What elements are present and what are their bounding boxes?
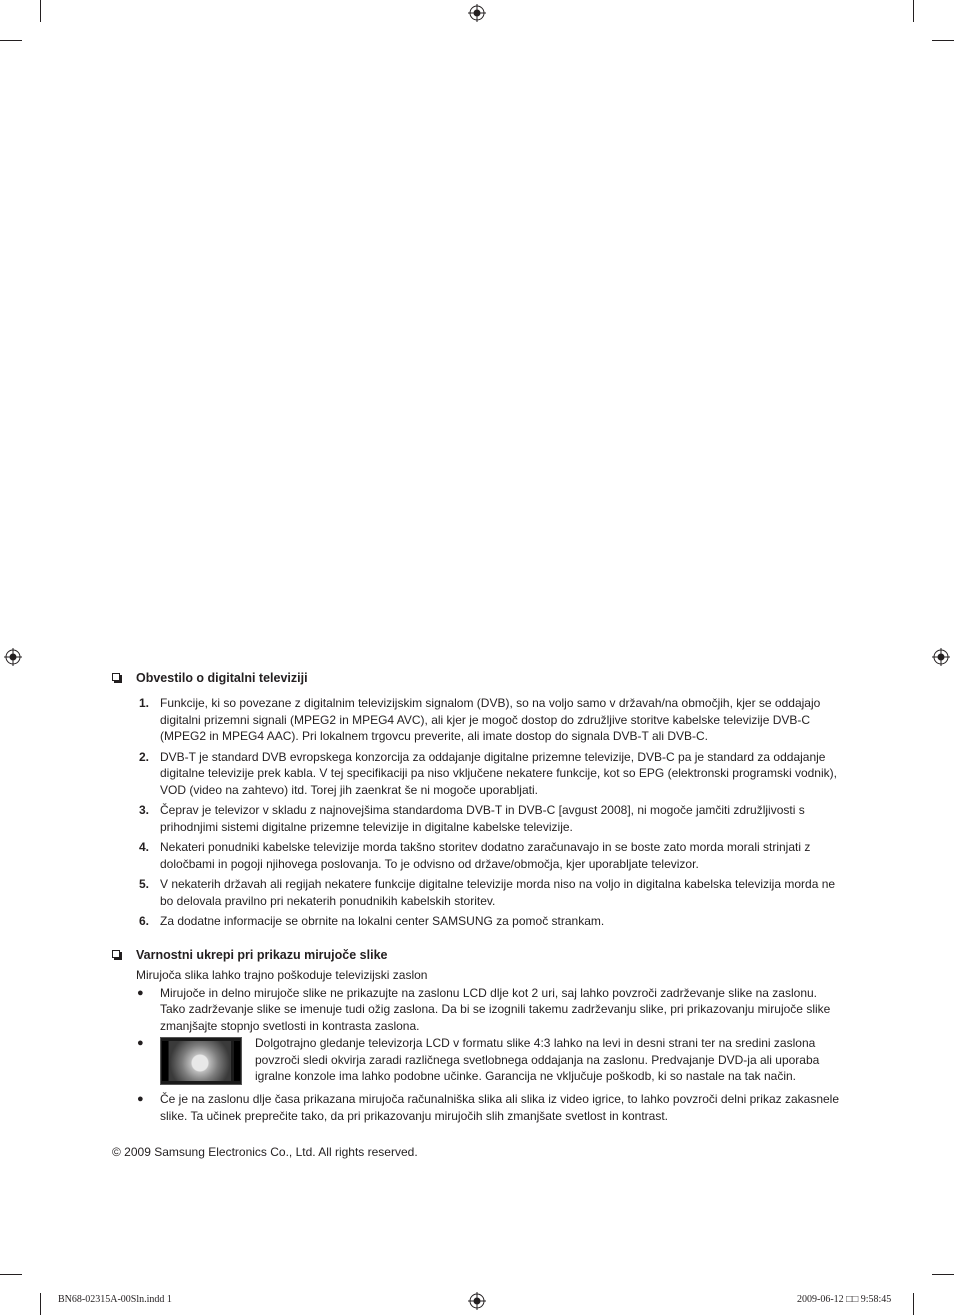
- list-item: [112, 839, 844, 872]
- registration-mark-icon: [4, 648, 22, 666]
- crop-mark: [913, 1293, 914, 1315]
- list-item: [112, 749, 844, 799]
- section-title: Varnostni ukrepi pri prikazu mirujoče slike: [136, 948, 388, 962]
- item-text: DVB-T je standard DVB evropskega konzorcija za oddajanje digitalne prizemne televizije, DVB-C pa je standard za oddajanje digitalne televizije prek kabla. V tej specifikaciji pa niso vključene nekatere funkcije, kot so EPG (elektronski programski vodnik), VOD (video na zahtevo) itd. Torej jih zaenkrat še ni mogoče uporabljati.: [160, 749, 837, 797]
- section-title: Obvestilo o digitalni televiziji: [136, 671, 308, 685]
- item-number: 6.: [139, 914, 150, 928]
- registration-mark-icon: [468, 4, 486, 22]
- copyright-notice: © 2009 Samsung Electronics Co., Ltd. All rights reserved.: [112, 1145, 418, 1159]
- section-still-image-precautions: [112, 946, 844, 1124]
- black-bar-left: [162, 1041, 168, 1081]
- list-item: [112, 1091, 844, 1124]
- footer-timestamp: 2009-06-12 □□ 9:58:45: [797, 1294, 892, 1305]
- item-text: Čeprav je televizor v skladu z najnovejšima standardoma DVB-T in DVB-C [avgust 2008], ni mogoče jamčiti združljivosti s prihodnjimi sistemi digitalne prizemne televizije in digitalne kabelske televizije.: [160, 803, 805, 834]
- crop-mark: [40, 0, 41, 22]
- list-item: [112, 802, 844, 835]
- item-text: Če je na zaslonu dlje časa prikazana mirujoča računalniška slika ali slika iz video igrice, to lahko povzroči delni prikaz zakasnele slike. Ta učinek preprečite tako, da pri prikazovanju mirujočih slih zmanjšate svetlost in kontrast.: [160, 1092, 840, 1123]
- crop-mark: [0, 40, 22, 41]
- item-number: 4.: [139, 840, 150, 854]
- registration-mark-icon: [932, 648, 950, 666]
- tv-4-3-image: [160, 1037, 242, 1085]
- flower-screen-image: [169, 1041, 231, 1081]
- crop-mark: [932, 1274, 954, 1275]
- footer-filename: BN68-02315A-00Sln.indd 1: [58, 1294, 172, 1305]
- item-text: Dolgotrajno gledanje televizorja LCD v formatu slike 4:3 lahko na levi in desni strani ter na sredini zaslona povzroči sledi okvirja zaradi različnega svetlobnega oddajanja na zaslonu. Predvajanje DVD-ja ali uporaba igralne konzole ima lahko podobne učinke. Garancija ne vključuje poškodb, ki so nastale na tak način.: [255, 1036, 820, 1083]
- item-number: 5.: [139, 877, 150, 891]
- item-text: Mirujoče in delno mirujoče slike ne prikazujte na zaslonu LCD dlje kot 2 uri, saj lahko povzroči zadrževanje slike na zaslonu. Tako zadrževanje slike se imenuje tudi ožig zaslona. Da bi se izognili takemu zadrževanju slike, pri prikazovanju mirujoče slike zmanjšajte stopnjo svetlosti in kontrasta zaslona.: [160, 985, 831, 1033]
- section-heading: [112, 669, 844, 687]
- crop-mark: [40, 1293, 41, 1315]
- section-subtitle: Mirujoča slika lahko trajno poškoduje televizijski zaslon: [136, 968, 428, 982]
- item-text: Za dodatne informacije se obrnite na lokalni center SAMSUNG za pomoč strankam.: [160, 914, 605, 928]
- section-heading: [112, 946, 844, 964]
- crop-mark: [932, 40, 954, 41]
- bullet-icon: ●: [137, 1037, 144, 1049]
- list-item: [112, 913, 844, 930]
- list-item: [112, 1035, 844, 1087]
- crop-mark: [913, 0, 914, 22]
- registration-mark-icon: [468, 1292, 486, 1310]
- item-number: 2.: [139, 749, 150, 764]
- list-item: [112, 876, 844, 909]
- item-text: Nekateri ponudniki kabelske televizije morda takšno storitev dodatno zaračunavajo in se boste zato morda morali strinjati z določbami in pogoji njihovega poslovanja. To je odvisno od države/območja, kjer uporabljate televizor.: [160, 840, 811, 871]
- item-text: V nekaterih državah ali regijah nekatere funkcije digitalne televizije morda niso na voljo in digitalna kabelska televizija morda ne bo delovala pravilno pri nekaterih ponudnikih kabelskih storitev.: [160, 877, 836, 908]
- crop-mark: [0, 1274, 22, 1275]
- checkbox-square-icon: [112, 950, 120, 958]
- section-digital-tv-notice: [112, 669, 844, 930]
- checkbox-square-icon: [112, 673, 120, 681]
- item-number: 1.: [139, 696, 150, 710]
- item-number: 3.: [139, 803, 150, 817]
- item-text: Funkcije, ki so povezane z digitalnim televizijskim signalom (DVB), so na voljo samo v državah/na območjih, kjer se oddajajo digitalni prizemni signali (MPEG2 in MPEG4 AVC), ali kjer je mogoč dostop do združljive storitve kabelske televizije DVB-C (MPEG2 in MPEG4 AAC). Pri lokalnem trgovcu preverite, ali imate dostop do signala DVB-T ali DVB-C.: [160, 696, 821, 743]
- bullet-icon: ●: [137, 1093, 144, 1105]
- list-item: [112, 695, 844, 745]
- bullet-icon: ●: [137, 986, 144, 999]
- list-item: [112, 985, 844, 1035]
- black-bar-right: [234, 1041, 240, 1081]
